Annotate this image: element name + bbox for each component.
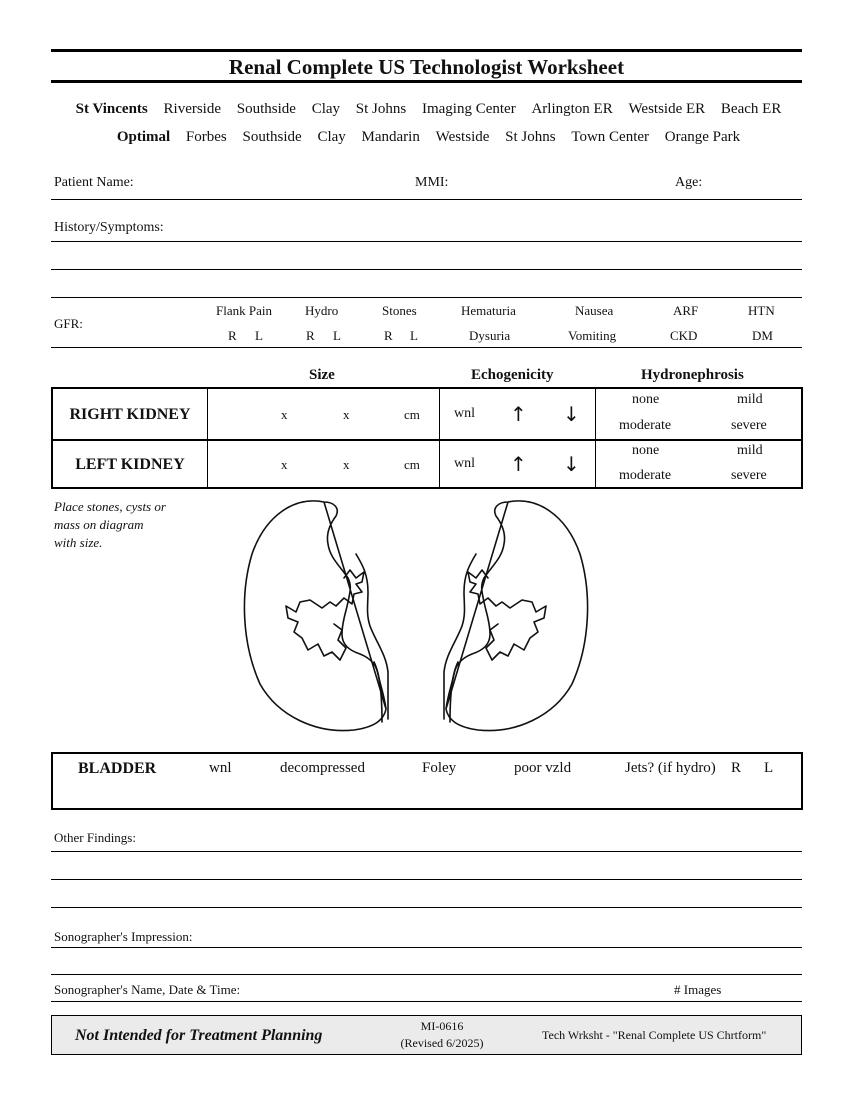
title-top-rule bbox=[51, 49, 802, 52]
vomiting-label[interactable]: Vomiting bbox=[568, 328, 617, 343]
hydro-r[interactable]: R bbox=[306, 328, 315, 343]
history-label: History/Symptoms: bbox=[54, 220, 164, 235]
ckd-label[interactable]: CKD bbox=[670, 328, 698, 343]
left-size-x1: x bbox=[281, 457, 288, 472]
mmi-label: MMI: bbox=[415, 175, 449, 190]
st-vincents-label: St Vincents bbox=[75, 101, 148, 117]
table-divider bbox=[595, 389, 596, 487]
hematuria-label[interactable]: Hematuria bbox=[461, 303, 516, 318]
left-size-unit: cm bbox=[404, 457, 420, 472]
site-arlington-er[interactable]: Arlington ER bbox=[531, 101, 613, 117]
right-size-unit: cm bbox=[404, 407, 420, 422]
st-vincents-row bbox=[0, 101, 857, 118]
table-divider bbox=[207, 389, 208, 487]
left-hydro-none[interactable]: none bbox=[632, 443, 660, 458]
bladder-poor-vzld[interactable]: poor vzld bbox=[514, 760, 572, 776]
table-row-divider bbox=[53, 439, 801, 441]
right-size-x1: x bbox=[281, 407, 288, 422]
site-westside[interactable]: Westside bbox=[435, 129, 490, 145]
right-echo-down-arrow-icon[interactable]: ↓ bbox=[563, 402, 580, 426]
site-southside[interactable]: Southside bbox=[242, 129, 302, 145]
diagram-note-line: with size. bbox=[54, 535, 103, 550]
site-clay[interactable]: Clay bbox=[311, 101, 341, 117]
right-echo-wnl[interactable]: wnl bbox=[454, 406, 475, 421]
right-echo-up-arrow-icon[interactable]: ↑ bbox=[510, 402, 527, 426]
impression-rule-2[interactable] bbox=[51, 974, 802, 975]
table-divider bbox=[439, 389, 440, 487]
bladder-label: BLADDER bbox=[78, 760, 157, 777]
optimal-row bbox=[0, 129, 857, 146]
optimal-label: Optimal bbox=[116, 129, 171, 145]
other-findings-rule-3[interactable] bbox=[51, 907, 802, 908]
right-hydro-severe[interactable]: severe bbox=[731, 418, 767, 433]
gfr-label: GFR: bbox=[54, 316, 83, 331]
hydronephrosis-header: Hydronephrosis bbox=[641, 367, 744, 383]
bladder-jets: Jets? (if hydro) bbox=[625, 760, 716, 776]
left-kidney-drawing bbox=[444, 501, 588, 731]
site-mandarin[interactable]: Mandarin bbox=[361, 129, 420, 145]
right-kidney-drawing bbox=[244, 501, 388, 731]
nausea-label[interactable]: Nausea bbox=[575, 303, 614, 318]
left-hydro-moderate[interactable]: moderate bbox=[619, 468, 672, 483]
footer bbox=[51, 1015, 802, 1055]
impression-rule-1[interactable] bbox=[51, 947, 802, 948]
site-town-center[interactable]: Town Center bbox=[571, 129, 650, 145]
left-hydro-mild[interactable]: mild bbox=[737, 443, 763, 458]
diagram-note-line: mass on diagram bbox=[54, 517, 144, 532]
kidney-table bbox=[51, 387, 803, 489]
page-title: Renal Complete US Technologist Worksheet bbox=[228, 55, 625, 79]
left-size-x2: x bbox=[343, 457, 350, 472]
diagram-note-line: Place stones, cysts or bbox=[54, 499, 166, 514]
size-header: Size bbox=[309, 367, 335, 383]
arf-label[interactable]: ARF bbox=[673, 303, 699, 318]
site-riverside[interactable]: Riverside bbox=[163, 101, 222, 117]
bladder-foley[interactable]: Foley bbox=[422, 760, 457, 776]
stones-label[interactable]: Stones bbox=[382, 303, 417, 318]
echogenicity-header: Echogenicity bbox=[471, 367, 554, 383]
sonographer-label: Sonographer's Name, Date & Time: bbox=[54, 982, 241, 997]
htn-label[interactable]: HTN bbox=[748, 303, 775, 318]
site-forbes[interactable]: Forbes bbox=[185, 129, 227, 145]
bladder-wnl[interactable]: wnl bbox=[209, 760, 232, 776]
site-orange-park[interactable]: Orange Park bbox=[664, 129, 741, 145]
other-findings-label: Other Findings: bbox=[54, 830, 136, 845]
right-kidney-label: RIGHT KIDNEY bbox=[69, 406, 191, 423]
impression-label: Sonographer's Impression: bbox=[54, 929, 193, 944]
bladder-decompressed[interactable]: decompressed bbox=[280, 760, 365, 776]
images-label: # Images bbox=[674, 982, 722, 997]
stones-l[interactable]: L bbox=[410, 328, 418, 343]
left-echo-up-arrow-icon[interactable]: ↑ bbox=[510, 452, 527, 476]
sonographer-rule[interactable] bbox=[51, 1001, 802, 1002]
left-echo-down-arrow-icon[interactable]: ↓ bbox=[563, 452, 580, 476]
left-kidney-label: LEFT KIDNEY bbox=[75, 456, 185, 473]
other-findings-rule-2[interactable] bbox=[51, 879, 802, 880]
stones-r[interactable]: R bbox=[384, 328, 393, 343]
flank-pain-label[interactable]: Flank Pain bbox=[216, 303, 272, 318]
site-westside-er[interactable]: Westside ER bbox=[628, 101, 706, 117]
gfr-rule bbox=[51, 347, 802, 348]
flank-pain-l[interactable]: L bbox=[255, 328, 263, 343]
bladder-box bbox=[51, 752, 803, 810]
history-rule-1[interactable] bbox=[51, 241, 802, 242]
site-beach-er[interactable]: Beach ER bbox=[720, 101, 782, 117]
patient-name-label: Patient Name: bbox=[54, 175, 134, 190]
age-label: Age: bbox=[675, 175, 703, 190]
hydro-l[interactable]: L bbox=[333, 328, 341, 343]
bladder-jets-r[interactable]: R bbox=[731, 760, 742, 776]
history-rule-2[interactable] bbox=[51, 269, 802, 270]
footer-disclaimer: Not Intended for Treatment Planning bbox=[75, 1027, 323, 1044]
right-size-x2: x bbox=[343, 407, 350, 422]
site-st-johns[interactable]: St Johns bbox=[355, 101, 407, 117]
site-imaging-center[interactable]: Imaging Center bbox=[421, 101, 516, 117]
title-bottom-rule bbox=[51, 80, 802, 83]
site-st-johns[interactable]: St Johns bbox=[505, 129, 556, 145]
left-echo-wnl[interactable]: wnl bbox=[454, 456, 475, 471]
footer-form-number: MI-0616 bbox=[420, 1019, 464, 1033]
footer-revised: (Revised 6/2025) bbox=[400, 1036, 484, 1050]
flank-pain-r[interactable]: R bbox=[228, 328, 237, 343]
bladder-jets-l[interactable]: L bbox=[764, 760, 774, 776]
right-hydro-mild[interactable]: mild bbox=[737, 392, 763, 407]
history-rule-3[interactable] bbox=[51, 297, 802, 298]
patient-rule bbox=[51, 199, 802, 200]
site-southside[interactable]: Southside bbox=[236, 101, 296, 117]
dm-label[interactable]: DM bbox=[752, 328, 773, 343]
left-hydro-severe[interactable]: severe bbox=[731, 468, 767, 483]
hydro-label[interactable]: Hydro bbox=[305, 303, 339, 318]
kidney-diagram[interactable] bbox=[236, 494, 596, 744]
right-hydro-none[interactable]: none bbox=[632, 392, 660, 407]
right-hydro-moderate[interactable]: moderate bbox=[619, 418, 672, 433]
dysuria-label[interactable]: Dysuria bbox=[469, 328, 511, 343]
footer-form-name: Tech Wrksht - "Renal Complete US Chrtform" bbox=[542, 1028, 767, 1042]
site-clay[interactable]: Clay bbox=[317, 129, 346, 145]
diagram-note bbox=[54, 498, 166, 552]
other-findings-rule-1[interactable] bbox=[51, 851, 802, 852]
